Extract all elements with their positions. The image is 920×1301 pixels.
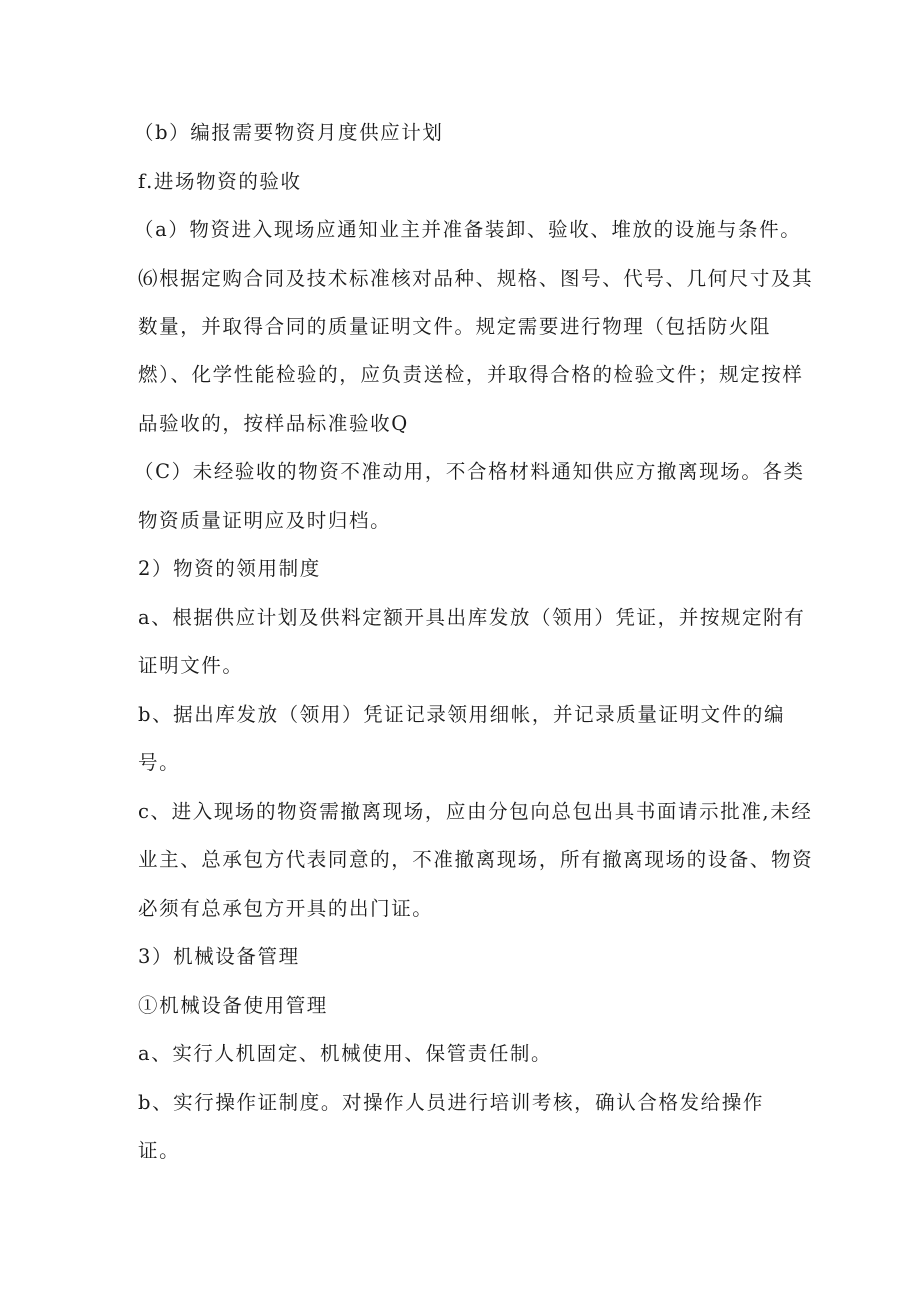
text-line-requisition-c: c、进入现场的物资需撤离现场，应由分包向总包出具书面请示批准,未经 <box>138 800 813 823</box>
text-line-requisition-b-cont: 号。 <box>138 751 181 774</box>
text-line-sample-acceptance: 品验收的，按样品标准验收Q <box>138 412 409 435</box>
text-line-acceptance-heading: f.进场物资的验收 <box>138 170 302 193</box>
text-line-acceptance-c: （C）未经验收的物资不准动用，不合格材料通知供应方撤离现场。各类 <box>134 460 805 483</box>
text-line-contract-check: ⑹根据定购合同及技术标准核对品种、规格、图号、代号、几何尺寸及其 <box>138 267 814 290</box>
text-line-requisition-c-cont: 业主、总承包方代表同意的，不准撤离现场，所有撤离现场的设备、物资 <box>138 848 814 871</box>
text-line-machinery-b: b、实行操作证制度。对操作人员进行培训考核，确认合格发给操作 <box>138 1091 764 1114</box>
text-line-requisition-heading: 2）物资的领用制度 <box>138 557 321 580</box>
text-line-machinery-use: ①机械设备使用管理 <box>138 994 328 1017</box>
text-line-exit-permit: 必须有总承包方开具的出门证。 <box>138 897 434 920</box>
text-line-inspection: 燃）、化学性能检验的，应负责送检，并取得合格的检验文件；规定按样 <box>138 363 804 386</box>
text-line-machinery-b-cont: 证。 <box>138 1139 181 1162</box>
text-line-machinery-heading: 3）机械设备管理 <box>138 945 300 968</box>
text-line-archive: 物资质量证明应及时归档。 <box>138 509 392 532</box>
text-line-requisition-a: a、根据供应计划及供料定额开具出库发放（领用）凭证，并按规定附有 <box>138 606 806 629</box>
text-line-procurement-plan: （b）编报需要物资月度供应计划 <box>134 121 444 144</box>
text-line-requisition-b: b、据出库发放（领用）凭证记录领用细帐，并记录质量证明文件的编 <box>138 703 786 726</box>
text-line-acceptance-a: （a）物资进入现场应通知业主并准备装卸、验收、堆放的设施与条件。 <box>134 218 802 241</box>
text-line-quality-certificate: 数量，并取得合同的质量证明文件。规定需要进行物理（包括防火阻 <box>138 315 772 338</box>
text-line-machinery-a: a、实行人机固定、机械使用、保管责任制。 <box>138 1042 553 1065</box>
text-line-requisition-a-cont: 证明文件。 <box>138 654 244 677</box>
